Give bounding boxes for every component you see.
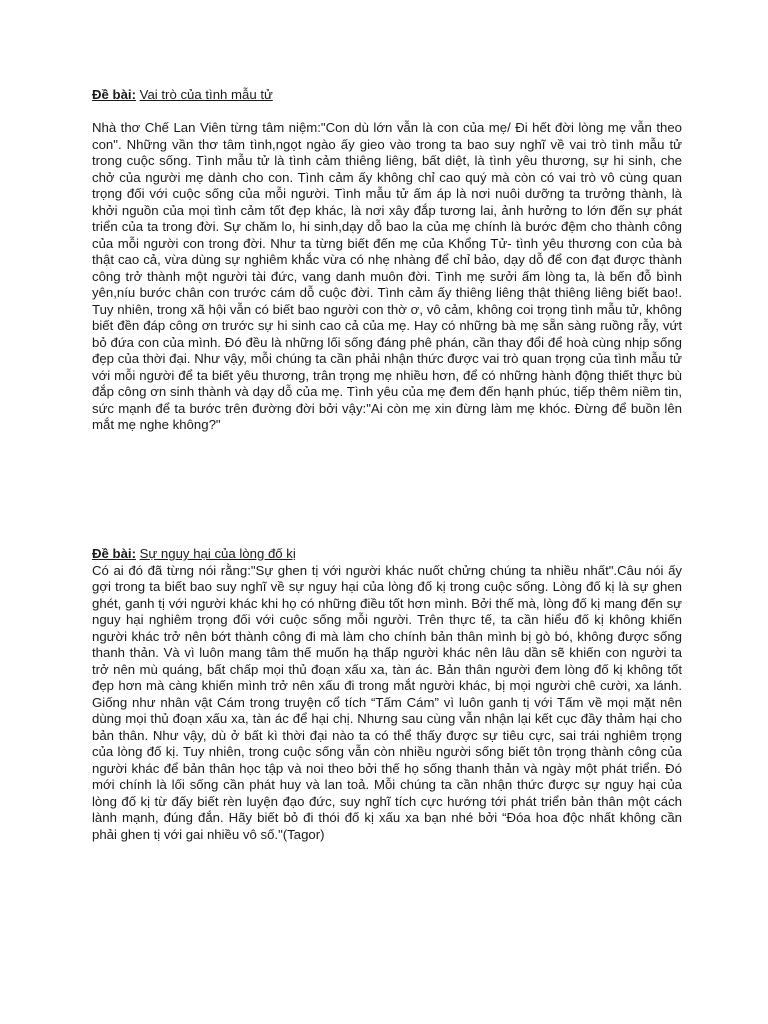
essay-section-mother-love — [92, 87, 682, 434]
heading-label: Đề bài: — [92, 87, 136, 102]
essay-heading — [92, 546, 682, 563]
essay-body: Nhà thơ Chế Lan Viên từng tâm niệm:"Con dù lớn vẫn là con của mẹ/ Đi hết đời lòng mẹ vẫn theo con". Những vần thơ tâm tình,ngọt ngào ấy gieo vào trong ta bao suy nghĩ về vai trò tình mẫu tử trong cuộc sống. Tình mẫu tử là tình cảm thiêng liêng, bất diệt, là tình yêu thương, sự hi sinh, che chở của người mẹ dành cho con. Tình cảm ấy không chỉ cao quý mà còn có vai trò vô cùng quan trọng đối với cuộc sống của mỗi người. Tình mẫu tử ấm áp là nơi nuôi dưỡng ta trưởng thành, là khởi nguồn của mọi tình cảm tốt đẹp khác, là nơi xây đắp tương lai, ảnh hưởng to lớn đến sự phát triển của ta trong đời. Sự chăm lo, hi sinh,dạy dỗ bao la của mẹ chính là bước đệm cho thành công của mỗi người con trong đời. Như ta từng biết đến mẹ của Khổng Tử- tình yêu thương con của bà thật cao cả, vừa dùng sự nghiêm khắc vừa có nhẹ nhàng để chỉ bảo, dạy dỗ để con đạt được thành công trở thành một người tài đức, vang danh muôn đời. Tình mẹ sưởi ấm lòng ta, là bến đỗ bình yên,níu bước chân con trước cám dỗ cuộc đời. Tình cảm ấy thiêng liêng thật thiêng liêng biết bao!. Tuy nhiên, trong xã hội vẫn có biết bao người con thờ ơ, vô cảm, không coi trọng tình mẫu tử, không biết đền đáp công ơn trước sự hi sinh cao cả của mẹ. Hay có những bà mẹ sẵn sàng ruồng rẫy, vứt bỏ đứa con của mình. Đó đều là những lối sống đáng phê phán, cần thay đổi để hoà cùng nhịp sống đẹp của thời đại. Như vậy, mỗi chúng ta cần phải nhận thức được vai trò quan trọng của tình mẫu tử với mỗi người để ta biết yêu thương, trân trọng mẹ nhiều hơn, để có những hành động thiết thực bù đắp công ơn sinh thành và dạy dỗ của mẹ. Tình yêu của mẹ đem đến hạnh phúc, tiếp thêm niềm tin, sức mạnh để ta bước trên đường đời bởi vậy:"Ai còn mẹ xin đừng làm mẹ khóc. Đừng để buồn lên mắt mẹ nghe không?" — [92, 120, 682, 432]
heading-topic: Vai trò của tình mẫu tử — [139, 87, 273, 102]
essay-body: Có ai đó đã từng nói rằng:"Sự ghen tị với người khác nuốt chửng chúng ta nhiều nhất".Câu nói ấy gợi trong ta biết bao suy nghĩ về sự nguy hại của lòng đố kị trong cuộc sống. Lòng đố kị là sự ghen ghét, ganh tị với người khác khi họ có những điều tốt hơn mình. Bởi thế mà, lòng đố kị mang đến sự nguy hại nghiêm trọng đối với cuộc sống mỗi người. Trên thực tế, ta cần hiểu đố kị không khiến người khác trở nên bớt thành công đi mà làm cho chính bản thân mình bị gò bó, không được sống thanh thản. Và vì luôn mang tâm thế muốn hạ thấp người khác nên lâu dần sẽ khiến con người ta trở nên mù quáng, bất chấp mọi thủ đoạn xấu xa, tàn ác. Bản thân người đem lòng đố kị không tốt đẹp hơn mà càng khiến mình trở nên xấu đi trong mắt người khác, bị mọi người chê cười, xa lánh. Giống như nhân vật Cám trong truyện cổ tích “Tấm Cám” vì luôn ganh tị với Tấm về mọi mặt nên dùng mọi thủ đoạn xấu xa, tàn ác để hại chị. Nhưng sau cùng vẫn nhận lại kết cục đầy thảm hại cho bản thân. Như vậy, dù ở bất kì thời đại nào ta có thể thấy được sự tiêu cực, sai trái nghiêm trọng của lòng đố kị. Tuy nhiên, trong cuộc sống vẫn còn nhiều người sống biết tôn trọng thành công của người khác để bản thân học tập và noi theo bởi thế họ sống thanh thản và ngày một phát triển. Đó mới chính là lối sống cần phát huy và lan toả. Mỗi chúng ta cần nhận thức được sự nguy hại của lòng đố kị từ đấy biết rèn luyện đạo đức, suy nghĩ tích cực hướng tới phát triển bản thân một cách lành mạnh, đúng đắn. Hãy biết bỏ đi thói đố kị xấu xa bạn nhé bởi “Đóa hoa độc nhất không cần phải ghen tị với gai nhiều vô số."(Tagor) — [92, 562, 682, 842]
essay-section-envy — [92, 546, 682, 843]
heading-topic: Sự nguy hại của lòng đố kị — [139, 546, 296, 561]
heading-label: Đề bài: — [92, 546, 136, 561]
essay-heading — [92, 87, 682, 104]
